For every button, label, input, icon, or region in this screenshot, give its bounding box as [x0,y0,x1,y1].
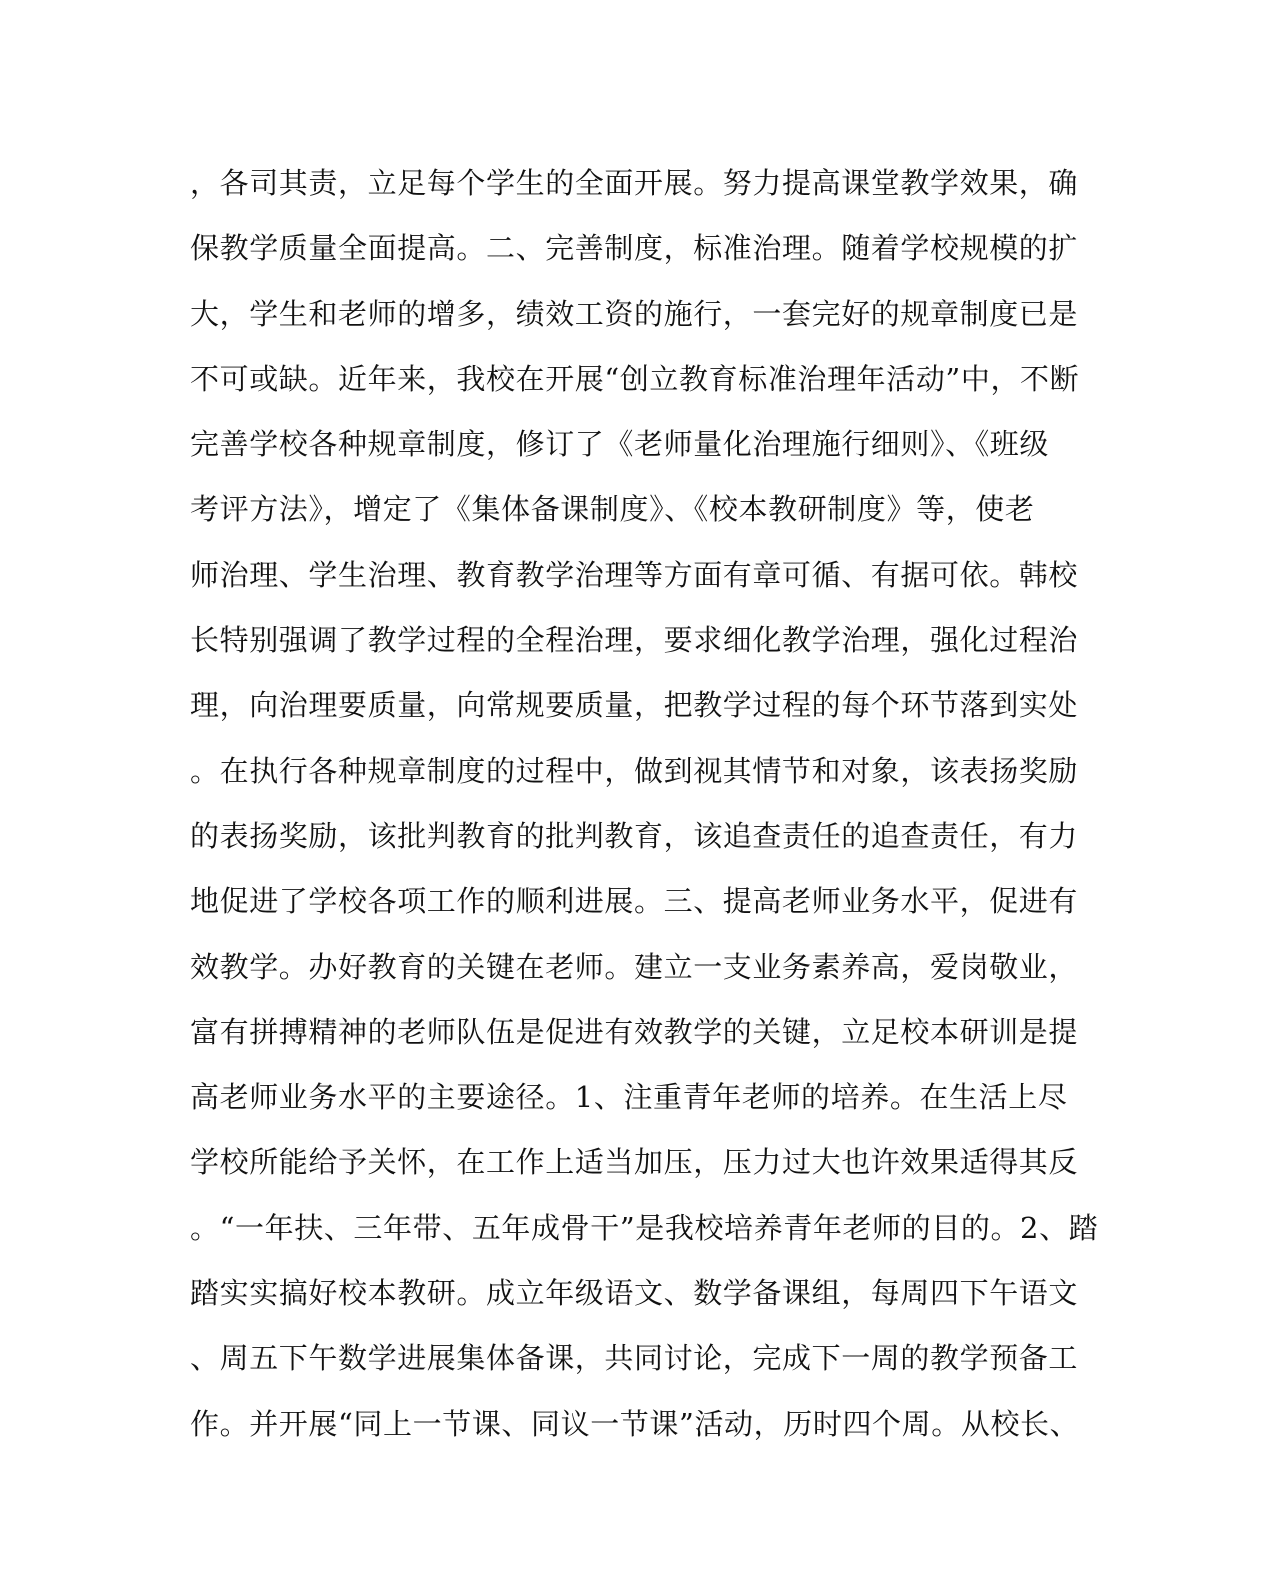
text-line: 长特别强调了教学过程的全程治理，要求细化教学治理，强化过程治 [190,623,1079,658]
text-line: ，各司其责，立足每个学生的全面开展。努力提高课堂教学效果，确 [190,166,1079,200]
text-line: 理，向治理要质量，向常规要质量，把教学过程的每个环节落到实处 [190,688,1079,723]
body-text [190,158,1099,1464]
text-line: 不可或缺。近年来，我校在开展“创立教育标准治理年活动”中，不断 [190,361,1080,396]
text-line: 踏实实搞好校本教研。成立年级语文、数学备课组，每周四下午语文 [190,1276,1079,1311]
text-line: 完善学校各种规章制度，修订了《老师量化治理施行细则》、《班级 [190,427,1050,462]
text-line: 保教学质量全面提高。二、完善制度，标准治理。随着学校规模的扩 [190,231,1079,266]
text-line: 的表扬奖励，该批判教育的批判教育，该追查责任的追查责任，有力 [190,818,1079,853]
text-line: 作。并开展“同上一节课、同议一节课”活动，历时四个周。从校长、 [190,1406,1080,1441]
text-line: 大，学生和老师的增多，绩效工资的施行，一套完好的规章制度已是 [190,296,1079,331]
text-line: 师治理、学生治理、教育教学治理等方面有章可循、有据可依。韩校 [190,557,1079,592]
text-line: 。在执行各种规章制度的过程中，做到视其情节和对象，该表扬奖励 [190,753,1079,788]
text-line: 、周五下午数学进展集体备课，共同讨论，完成下一周的教学预备工 [190,1341,1079,1376]
text-line: 高老师业务水平的主要途径。1、注重青年老师的培养。在生活上尽 [190,1080,1068,1115]
text-line: 效教学。办好教育的关键在老师。建立一支业务素养高，爱岗敬业， [190,949,1079,984]
text-line: 考评方法》，增定了《集体备课制度》、《校本教研制度》等，使老 [190,492,1035,527]
text-line: 地促进了学校各项工作的顺利进展。三、提高老师业务水平，促进有 [190,884,1079,919]
text-line: 。“一年扶、三年带、五年成骨干”是我校培养青年老师的目的。2、踏 [190,1210,1099,1245]
text-line: 富有拼搏精神的老师队伍是促进有效教学的关键，立足校本研训是提 [190,1014,1079,1049]
text-line: 学校所能给予关怀，在工作上适当加压，压力过大也许效果适得其反 [190,1145,1079,1180]
